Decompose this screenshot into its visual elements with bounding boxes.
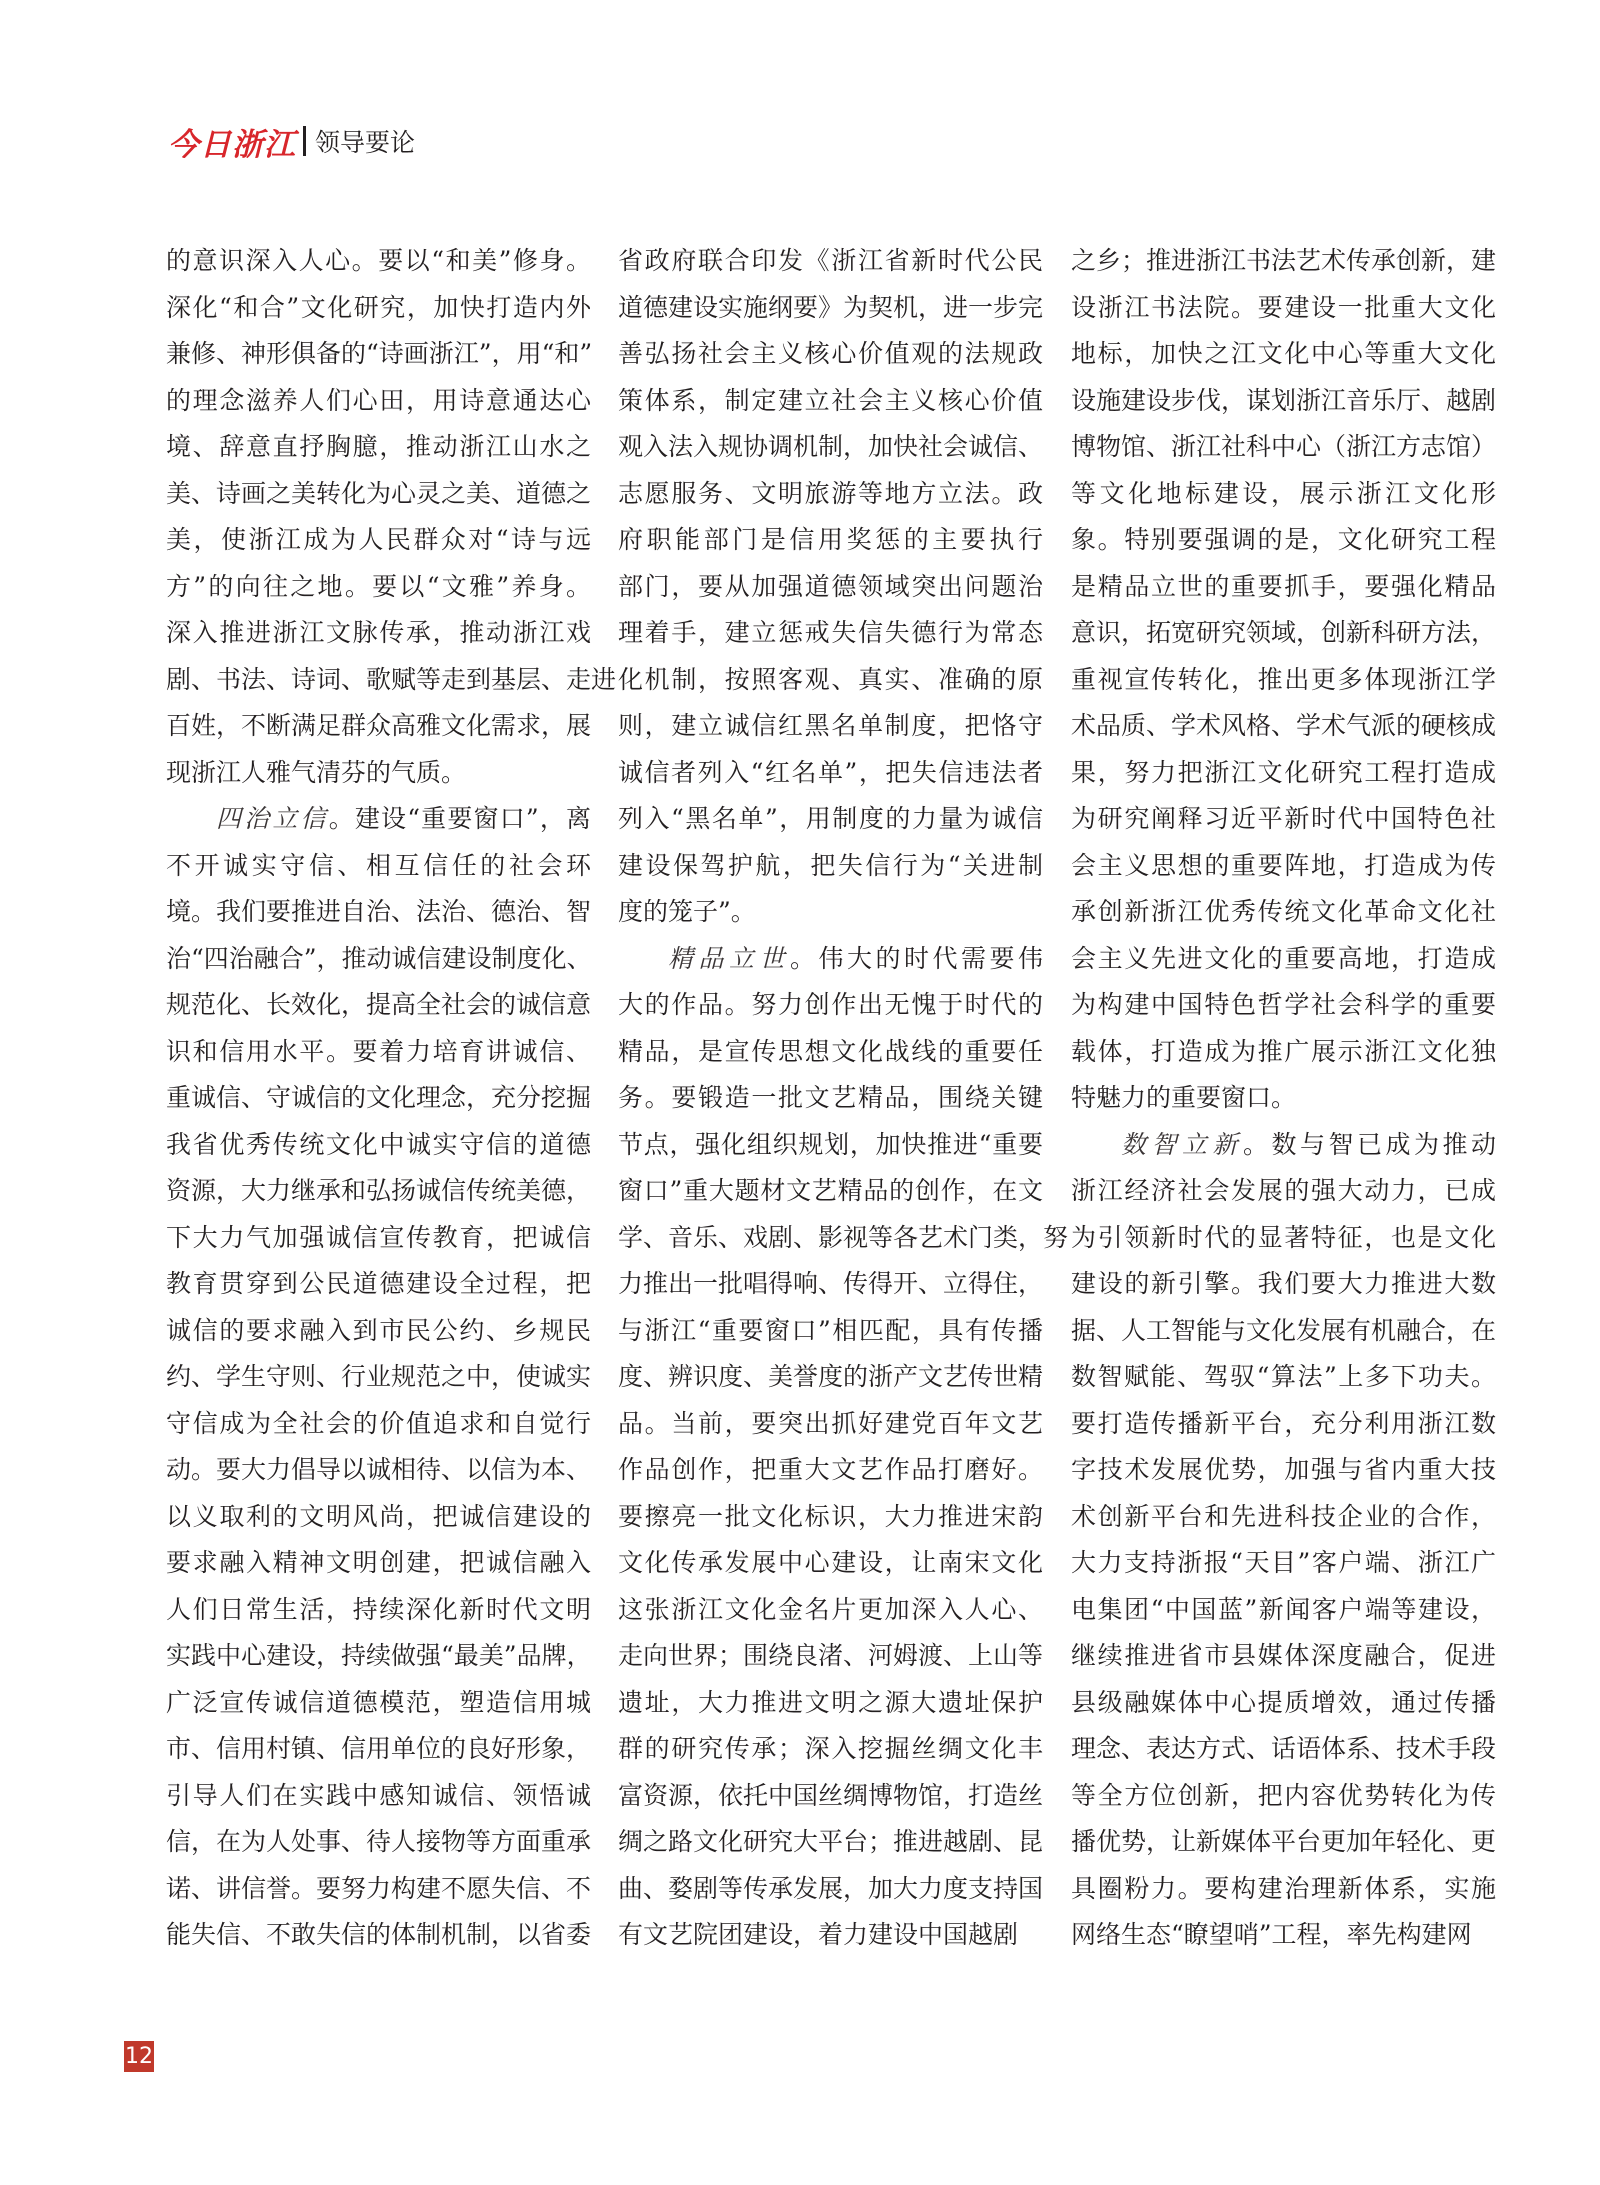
text-line: 群的研究传承；深入挖掘丝绸文化丰	[618, 1734, 1043, 1763]
text-line: 意识，拓宽研究领域，创新科研方法，	[1071, 618, 1497, 647]
text-line: 载体，打造成为推广展示浙江文化独	[1071, 1036, 1496, 1066]
text-line: 博物馆、浙江社科中心（浙江方志馆）	[1071, 432, 1497, 461]
text-line: 重诚信、守诚信的文化理念，充分挖掘	[166, 1083, 592, 1112]
text-line: 省政府联合印发《浙江省新时代公民	[618, 246, 1043, 275]
text-line: 方”的向往之地。要以“文雅”养身。	[166, 571, 591, 601]
section-title: 领导要论	[315, 128, 416, 157]
text-line: 富资源，依托中国丝绸博物馆，打造丝	[618, 1780, 1044, 1810]
text-line: 县级融媒体中心提质增效，通过传播	[1071, 1687, 1496, 1717]
text-line: 为研究阐释习近平新时代中国特色社	[1071, 804, 1496, 833]
text-line: 有文艺院团建设，着力建设中国越剧	[618, 1920, 1019, 1949]
text-line: 深化“和合”文化研究，加快打造内外	[166, 292, 591, 322]
text-line: 度、辨识度、美誉度的浙产文艺传世精	[618, 1362, 1044, 1391]
text-line: 等文化地标建设，展示浙江文化形	[1071, 478, 1496, 508]
text-line: 兼修、神形俱备的“诗画浙江”，用“和”	[166, 339, 593, 368]
text-line: 力推出一批唱得响、传得开、立得住，	[618, 1269, 1044, 1298]
text-line: 术品质、学术风格、学术气派的硬核成	[1071, 711, 1497, 740]
text-line: 境、辞意直抒胸臆，推动浙江山水之	[166, 432, 591, 461]
text-line: 策体系，制定建立社会主义核心价值	[618, 385, 1043, 415]
text-line: 要求融入精神文明创建，把诚信融入	[166, 1548, 591, 1577]
text-line: 建设的新引擎。我们要大力推进大数	[1071, 1269, 1496, 1298]
text-line: 我省优秀传统文化中诚实守信的道德	[166, 1129, 591, 1159]
text-line: 会主义思想的重要阵地，打造成为传	[1071, 850, 1496, 880]
text-line: 据、人工智能与文化发展有机融合，在	[1071, 1315, 1497, 1345]
text-line: 等全方位创新，把内容优势转化为传	[1071, 1780, 1496, 1810]
text-line: 承创新浙江优秀传统文化革命文化社	[1071, 897, 1496, 926]
text-column-3	[1071, 238, 1496, 1959]
text-line: 市、信用村镇、信用单位的良好形象，	[166, 1734, 592, 1763]
text-line: 则，建立诚信红黑名单制度，把恪守	[618, 711, 1043, 740]
text-line: 的理念滋养人们心田，用诗意通达心	[166, 385, 591, 415]
text-line: 之乡；推进浙江书法艺术传承创新，建	[1071, 246, 1497, 275]
text-line: 数智赋能、驾驭“算法”上多下功夫。	[1071, 1362, 1496, 1391]
text-line: 诺、讲信誉。要努力构建不愿失信、不	[166, 1873, 592, 1903]
text-line: 规范化、长效化，提高全社会的诚信意	[166, 990, 592, 1019]
text-line: 治“四治融合”，推动诚信建设制度化、	[166, 943, 592, 973]
text-line: 播优势，让新媒体平台更加年轻化、更	[1071, 1827, 1497, 1856]
text-line: 人们日常生活，持续深化新时代文明	[166, 1594, 591, 1624]
subheading-continuation: 。数与智已成为推动	[1243, 1129, 1496, 1159]
text-line: 术创新平台和先进科技企业的合作，	[1071, 1501, 1496, 1531]
text-line: 曲、婺剧等传承发展，加大力度支持国	[618, 1873, 1044, 1903]
text-line: 理着手，建立惩戒失信失德行为常态	[618, 618, 1043, 647]
text-line: 志愿服务、文明旅游等地方立法。政	[618, 478, 1043, 508]
text-line: 剧、书法、诗词、歌赋等走到基层、走进	[166, 664, 617, 694]
text-line: 信，在为人处事、待人接物等方面重承	[166, 1827, 592, 1856]
text-line: 会主义先进文化的重要高地，打造成	[1071, 943, 1496, 973]
text-line: 文化传承发展中心建设，让南宋文化	[618, 1548, 1043, 1577]
subheading-line	[166, 796, 591, 843]
page-header	[168, 120, 415, 162]
text-line: 百姓，不断满足群众高雅文化需求，展	[166, 711, 592, 740]
subheading-label: 数智立新	[1121, 1129, 1243, 1159]
subheading-label: 精品立世	[668, 943, 790, 973]
text-line: 重视宣传转化，推出更多体现浙江学	[1071, 664, 1496, 694]
text-line: 识和信用水平。要着力培育讲诚信、	[166, 1036, 591, 1066]
page-number: 12	[124, 2041, 154, 2072]
text-line: 诚信者列入“红名单”，把失信违法者	[618, 757, 1043, 787]
text-line: 约、学生守则、行业规范之中，使诚实	[166, 1362, 592, 1391]
text-line: 浙江经济社会发展的强大动力，已成	[1071, 1176, 1496, 1205]
text-line: 窗口”重大题材文艺精品的创作，在文	[618, 1176, 1043, 1205]
text-line: 学、音乐、戏剧、影视等各艺术门类，努	[618, 1222, 1069, 1252]
subheading-label: 四治立信	[216, 804, 329, 833]
text-line: 电集团“中国蓝”新闻客户端等建设，	[1071, 1594, 1496, 1624]
text-line: 网络生态“瞭望哨”工程，率先构建网	[1071, 1920, 1472, 1949]
text-line: 深入推进浙江文脉传承，推动浙江戏	[166, 618, 591, 647]
text-line: 走向世界；围绕良渚、河姆渡、上山等	[618, 1641, 1044, 1670]
text-line: 诚信的要求融入到市民公约、乡规民	[166, 1315, 591, 1345]
subheading-line	[1071, 1122, 1496, 1169]
text-line: 大力支持浙报“天目”客户端、浙江广	[1071, 1548, 1496, 1577]
text-line: 列入“黑名单”，用制度的力量为诚信	[618, 804, 1043, 833]
text-line: 遗址，大力推进文明之源大遗址保护	[618, 1687, 1043, 1717]
text-line: 下大力气加强诚信宣传教育，把诚信	[166, 1222, 591, 1252]
text-line: 守信成为全社会的价值追求和自觉行	[166, 1408, 591, 1438]
text-column-2	[618, 238, 1069, 1959]
text-line: 资源，大力继承和弘扬诚信传统美德，	[166, 1176, 592, 1205]
text-line: 度的笼子”。	[618, 897, 756, 926]
text-line: 果，努力把浙江文化研究工程打造成	[1071, 757, 1496, 787]
text-line: 引导人们在实践中感知诚信、领悟诚	[166, 1780, 591, 1810]
text-line: 地标，加快之江文化中心等重大文化	[1071, 339, 1496, 368]
text-line: 具圈粉力。要构建治理新体系，实施	[1071, 1873, 1496, 1903]
subheading-line	[618, 936, 1043, 983]
text-line: 境。我们要推进自治、法治、德治、智	[166, 897, 592, 926]
text-line: 精品，是宣传思想文化战线的重要任	[618, 1036, 1043, 1066]
text-line: 这张浙江文化金名片更加深入人心、	[618, 1594, 1043, 1624]
header-divider	[303, 126, 306, 156]
text-line: 字技术发展优势，加强与省内重大技	[1071, 1455, 1496, 1484]
text-line: 能失信、不敢失信的体制机制，以省委	[166, 1920, 592, 1949]
text-column-1	[166, 238, 617, 1959]
text-line: 与浙江“重要窗口”相匹配，具有传播	[618, 1315, 1043, 1345]
magazine-logo: 今日浙江	[168, 126, 296, 163]
text-line: 善弘扬社会主义核心价值观的法规政	[618, 339, 1043, 368]
text-line: 实践中心建设，持续做强“最美”品牌，	[166, 1641, 592, 1670]
text-line: 特魅力的重要窗口。	[1071, 1083, 1297, 1112]
text-line: 务。要锻造一批文艺精品，围绕关键	[618, 1083, 1043, 1112]
text-line: 品。当前，要突出抓好建党百年文艺	[618, 1408, 1043, 1438]
text-line: 是精品立世的重要抓手，要强化精品	[1071, 571, 1496, 601]
text-line: 理念、表达方式、话语体系、技术手段	[1071, 1734, 1497, 1763]
text-line: 大的作品。努力创作出无愧于时代的	[618, 990, 1043, 1019]
text-line: 美、诗画之美转化为心灵之美、道德之	[166, 478, 592, 508]
text-line: 要擦亮一批文化标识，大力推进宋韵	[618, 1501, 1043, 1531]
text-line: 动。要大力倡导以诚相待、以信为本、	[166, 1455, 592, 1484]
text-line: 的意识深入人心。要以“和美”修身。	[166, 246, 591, 275]
text-line: 设施建设步伐，谋划浙江音乐厅、越剧	[1071, 385, 1497, 415]
subheading-continuation: 。建设“重要窗口”，离	[328, 804, 591, 833]
text-line: 继续推进省市县媒体深度融合，促进	[1071, 1641, 1496, 1670]
text-line: 美，使浙江成为人民群众对“诗与远	[166, 525, 591, 554]
text-line: 要打造传播新平台，充分利用浙江数	[1071, 1408, 1496, 1438]
text-line: 象。特别要强调的是，文化研究工程	[1071, 525, 1496, 554]
text-line: 节点，强化组织规划，加快推进“重要	[618, 1129, 1043, 1159]
subheading-continuation: 。伟大的时代需要伟	[790, 943, 1043, 973]
text-line: 府职能部门是信用奖惩的主要执行	[618, 525, 1043, 554]
text-line: 不开诚实守信、相互信任的社会环	[166, 850, 591, 880]
text-line: 为引领新时代的显著特征，也是文化	[1071, 1222, 1496, 1252]
text-line: 作品创作，把重大文艺作品打磨好。	[618, 1455, 1043, 1484]
text-line: 建设保驾护航，把失信行为“关进制	[618, 850, 1043, 880]
text-line: 道德建设实施纲要》为契机，进一步完	[618, 292, 1044, 322]
text-line: 教育贯穿到公民道德建设全过程，把	[166, 1269, 591, 1298]
text-line: 为构建中国特色哲学社会科学的重要	[1071, 990, 1496, 1019]
text-line: 广泛宣传诚信道德模范，塑造信用城	[166, 1687, 591, 1717]
text-line: 设浙江书法院。要建设一批重大文化	[1071, 292, 1496, 322]
text-line: 部门，要从加强道德领域突出问题治	[618, 571, 1043, 601]
text-line: 绸之路文化研究大平台；推进越剧、昆	[618, 1827, 1044, 1856]
text-line: 化机制，按照客观、真实、准确的原	[618, 664, 1043, 694]
text-line: 观入法入规协调机制，加快社会诚信、	[618, 432, 1044, 461]
text-line: 现浙江人雅气清芬的气质。	[166, 757, 467, 787]
text-line: 以义取利的文明风尚，把诚信建设的	[166, 1501, 591, 1531]
